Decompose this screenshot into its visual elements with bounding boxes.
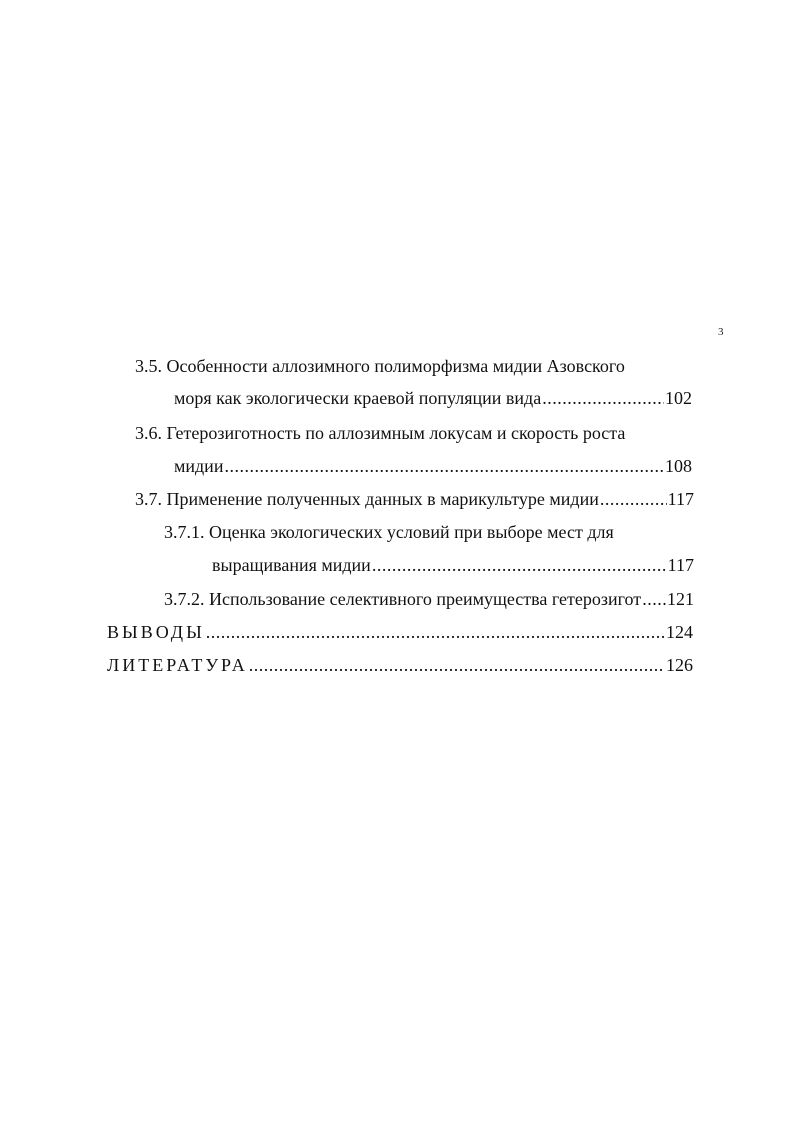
toc-3-7-2-title: 3.7.2. Использование селективного преимущества гетерозигот [164, 589, 642, 609]
toc-3-7-1-title-line2: выращивания мидии [212, 555, 371, 575]
toc-3-5-title-line1: 3.5. Особенности аллозимного полиморфизма мидии Азовского [135, 356, 625, 376]
dot-leader [542, 387, 664, 409]
toc-entry-3-6 [174, 455, 692, 477]
toc-conclusions-page: 124 [666, 622, 693, 642]
toc-entry-3-5 [174, 387, 692, 409]
toc-literature-title: ЛИТЕРАТУРА [107, 655, 248, 675]
dot-leader [224, 455, 664, 477]
dot-leader [249, 654, 665, 676]
dot-leader [372, 554, 667, 576]
toc-3-7-1-page: 117 [667, 555, 694, 575]
toc-3-6-title-line2: мидии [174, 456, 224, 476]
toc-entry-literature [107, 654, 693, 676]
toc-3-5-page: 102 [665, 388, 692, 408]
toc-3-6-title-line1: 3.6. Гетерозиготность по аллозимным локусам и скорость роста [135, 423, 626, 443]
toc-3-7-2-page: 121 [667, 589, 694, 609]
toc-3-6-page: 108 [665, 456, 692, 476]
dot-leader [642, 588, 666, 610]
dot-leader [600, 488, 667, 510]
toc-entry-3-7-2 [164, 588, 694, 610]
toc-entry-conclusions [107, 621, 693, 643]
toc-3-5-title-line2: моря как экологически краевой популяции вида [174, 388, 542, 408]
toc-entry-3-7 [135, 488, 694, 510]
toc-conclusions-title: ВЫВОДЫ [107, 622, 205, 642]
page-number: 3 [718, 326, 724, 338]
toc-3-7-page: 117 [667, 489, 694, 509]
dot-leader [206, 621, 665, 643]
toc-3-7-1-title-line1: 3.7.1. Оценка экологических условий при выборе мест для [164, 522, 614, 542]
toc-entry-3-7-1 [212, 554, 694, 576]
toc-literature-page: 126 [666, 655, 693, 675]
toc-3-7-title: 3.7. Применение полученных данных в марикультуре мидии [135, 489, 599, 509]
